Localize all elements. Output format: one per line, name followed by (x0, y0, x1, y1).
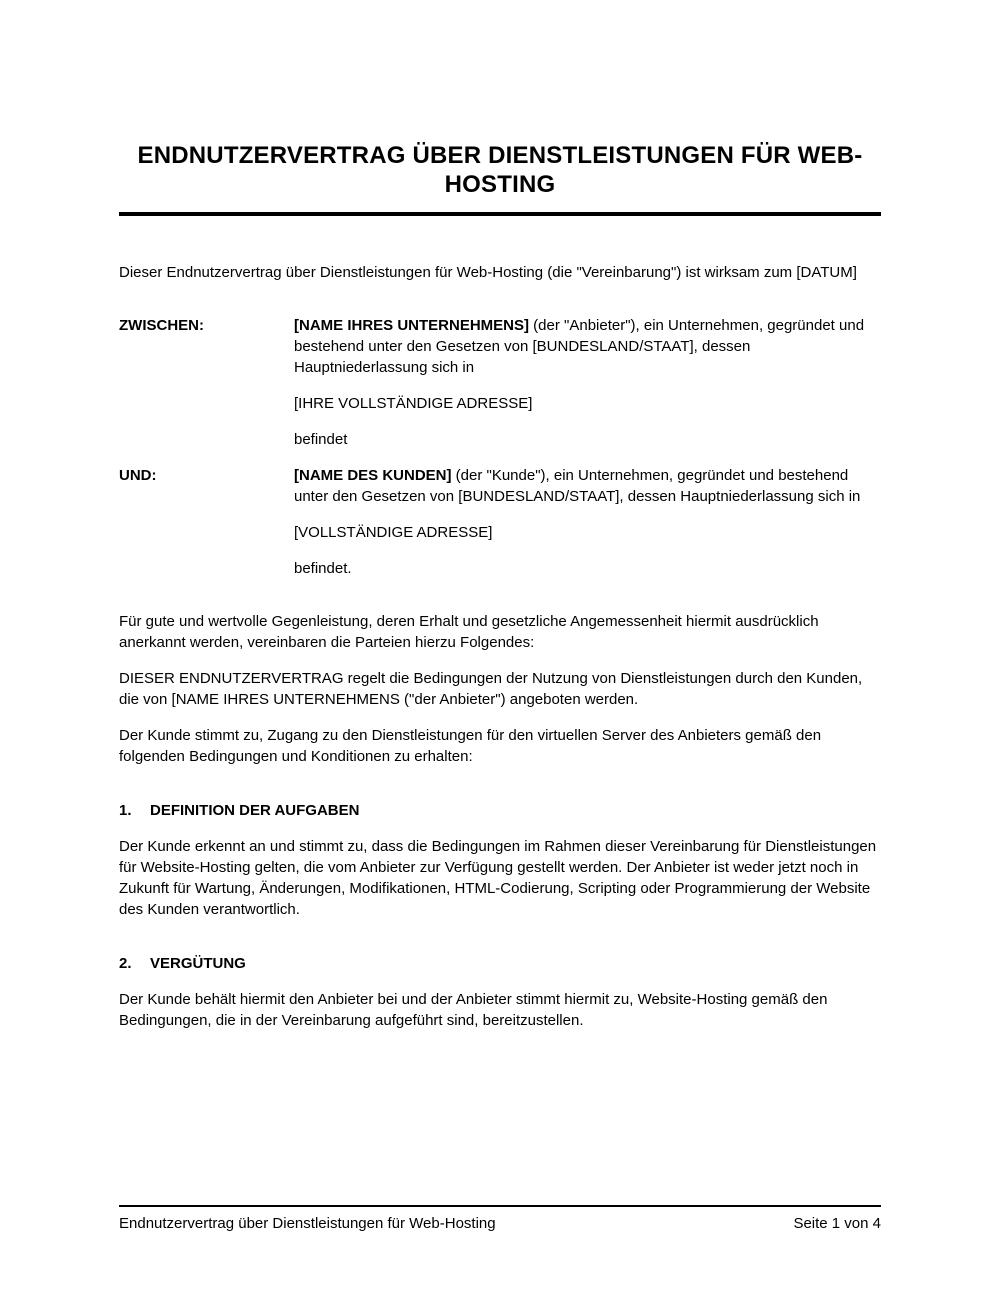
section-1 (119, 800, 881, 920)
document-title: ENDNUTZERVERTRAG ÜBER DIENSTLEISTUNGEN FÜR WEB-HOSTING (137, 142, 863, 198)
party-label: ZWISCHEN: (119, 317, 204, 334)
section-2-heading (119, 953, 881, 974)
party-located-text: befindet (294, 431, 348, 448)
footer-page-number: Seite 1 von 4 (793, 1215, 881, 1232)
section-title: VERGÜTUNG (150, 955, 246, 972)
title-divider (119, 212, 881, 216)
intro-paragraph: Dieser Endnutzervertrag über Dienstleistungen für Web-Hosting (die "Vereinbarung") ist wirksam zum [DATUM] (119, 264, 857, 281)
footer-document-name: Endnutzervertrag über Dienstleistungen für Web-Hosting (119, 1215, 496, 1232)
party-located-text: befindet. (294, 560, 352, 577)
paragraph-customer-access: Der Kunde stimmt zu, Zugang zu den Dienstleistungen für den virtuellen Server des Anbieters gemäß den folgenden Bedingungen und Konditionen zu erhalten: (119, 727, 822, 765)
paragraph-consideration: Für gute und wertvolle Gegenleistung, deren Erhalt und gesetzliche Angemessenheit hiermit ausdrücklich anerkannt werden, vereinbaren die Parteien hierzu Folgendes: (119, 613, 819, 651)
party-label: UND: (119, 467, 157, 484)
section-title: DEFINITION DER AUFGABEN (150, 802, 360, 819)
preamble-paragraphs (119, 611, 881, 767)
party-content (294, 465, 881, 594)
section-2 (119, 953, 881, 1031)
party-row-provider (119, 315, 881, 465)
party-description-text: (der "Kunde"), ein Unternehmen, gegründet und bestehend unter den Gesetzen von [BUNDESLAND/STAAT], dessen Hauptniederlassung sich in (294, 467, 861, 505)
section-1-heading (119, 800, 881, 821)
party-name-placeholder: [NAME DES KUNDEN] (294, 467, 452, 484)
party-row-customer (119, 465, 881, 594)
paragraph-agreement-scope: DIESER ENDNUTZERVERTRAG regelt die Bedingungen der Nutzung von Dienstleistungen durch den Kunden, die von [NAME IHRES UNTERNEHMENS ("der Anbieter") angeboten werden. (119, 670, 863, 708)
page-footer (119, 1205, 881, 1234)
party-description (294, 465, 881, 507)
party-name-placeholder: [NAME IHRES UNTERNEHMENS] (294, 317, 530, 334)
section-number: 2. (119, 955, 132, 972)
section-number: 1. (119, 802, 132, 819)
section-2-body: Der Kunde behält hiermit den Anbieter bei und der Anbieter stimmt hiermit zu, Website-Hosting gemäß den Bedingungen, die in der Vereinbarung aufgeführt sind, bereitzustellen. (119, 991, 828, 1029)
section-1-body: Der Kunde erkennt an und stimmt zu, dass die Bedingungen im Rahmen dieser Vereinbarung für Dienstleistungen für Website-Hosting gelten, die vom Anbieter zur Verfügung gestellt werden. Der Anbieter ist weder jetzt noch in Zukunft für Wartung, Änderungen, Modifikationen, HTML-Codierung, Scripting oder Programmierung der Website des Kunden verantwortlich. (119, 838, 877, 918)
party-address-placeholder: [VOLLSTÄNDIGE ADRESSE] (294, 524, 493, 541)
party-description-text: (der "Anbieter"), ein Unternehmen, gegründet und bestehend unter den Gesetzen von [BUNDESLAND/STAAT], dessen Hauptniederlassung sich in (294, 317, 865, 376)
party-content (294, 315, 881, 465)
party-address-placeholder: [IHRE VOLLSTÄNDIGE ADRESSE] (294, 395, 533, 412)
party-description (294, 315, 881, 378)
parties-block (119, 315, 881, 594)
